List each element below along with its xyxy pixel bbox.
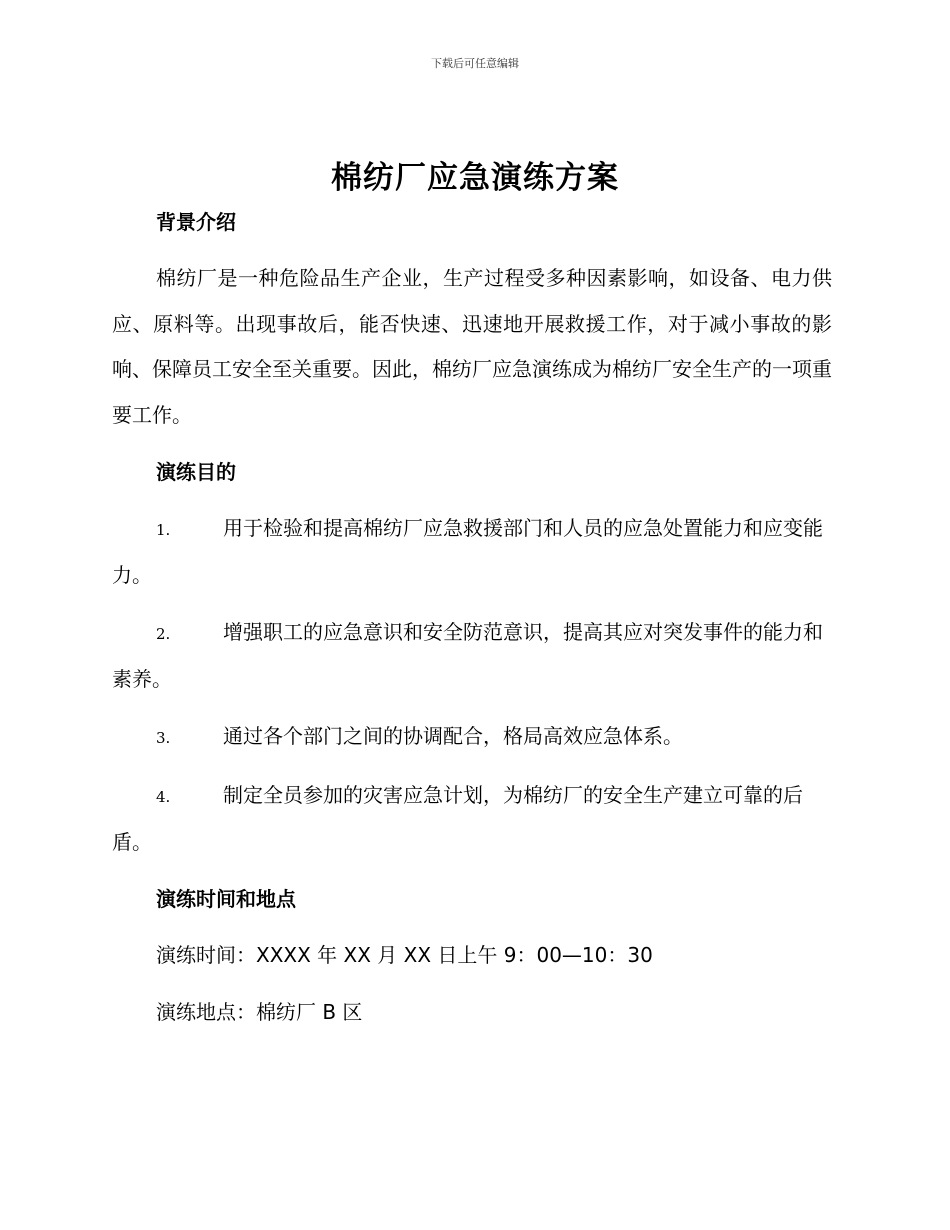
document-body	[112, 200, 832, 1035]
list-item	[112, 773, 832, 865]
background-paragraph: 棉纺厂是一种危险品生产企业，生产过程受多种因素影响，如设备、电力供应、原料等。出现事故后，能否快速、迅速地开展救援工作，对于减小事故的影响、保障员工安全至关重要。因此，棉纺厂应急演练成为棉纺厂安全生产的一项重要工作。	[112, 266, 832, 427]
list-number: 2.	[156, 625, 171, 643]
list-number: 1.	[156, 521, 171, 539]
list-item	[112, 610, 832, 702]
list-item	[112, 714, 832, 761]
list-item-text: 增强职工的应急意识和安全防范意识，提高其应对突发事件的能力和素养。	[112, 620, 823, 691]
section-heading-background: 背景介绍	[156, 210, 236, 234]
list-item-text: 通过各个部门之间的协调配合，格局高效应急体系。	[223, 724, 683, 748]
section-heading-purpose: 演练目的	[156, 460, 236, 484]
document-title: 棉纺厂应急演练方案	[331, 160, 619, 196]
section-heading-time-place: 演练时间和地点	[156, 887, 296, 911]
drill-location: 演练地点：棉纺厂 B 区	[156, 1000, 363, 1024]
header-note: 下载后可任意编辑	[431, 57, 519, 70]
list-item-text: 制定全员参加的灾害应急计划，为棉纺厂的安全生产建立可靠的后盾。	[112, 783, 803, 854]
drill-time: 演练时间：XXXX 年 XX 月 XX 日上午 9：00—10：30	[156, 943, 653, 967]
list-number: 4.	[156, 788, 171, 806]
list-item-text: 用于检验和提高棉纺厂应急救援部门和人员的应急处置能力和应变能力。	[112, 516, 823, 587]
list-item	[112, 506, 832, 598]
list-number: 3.	[156, 729, 171, 747]
